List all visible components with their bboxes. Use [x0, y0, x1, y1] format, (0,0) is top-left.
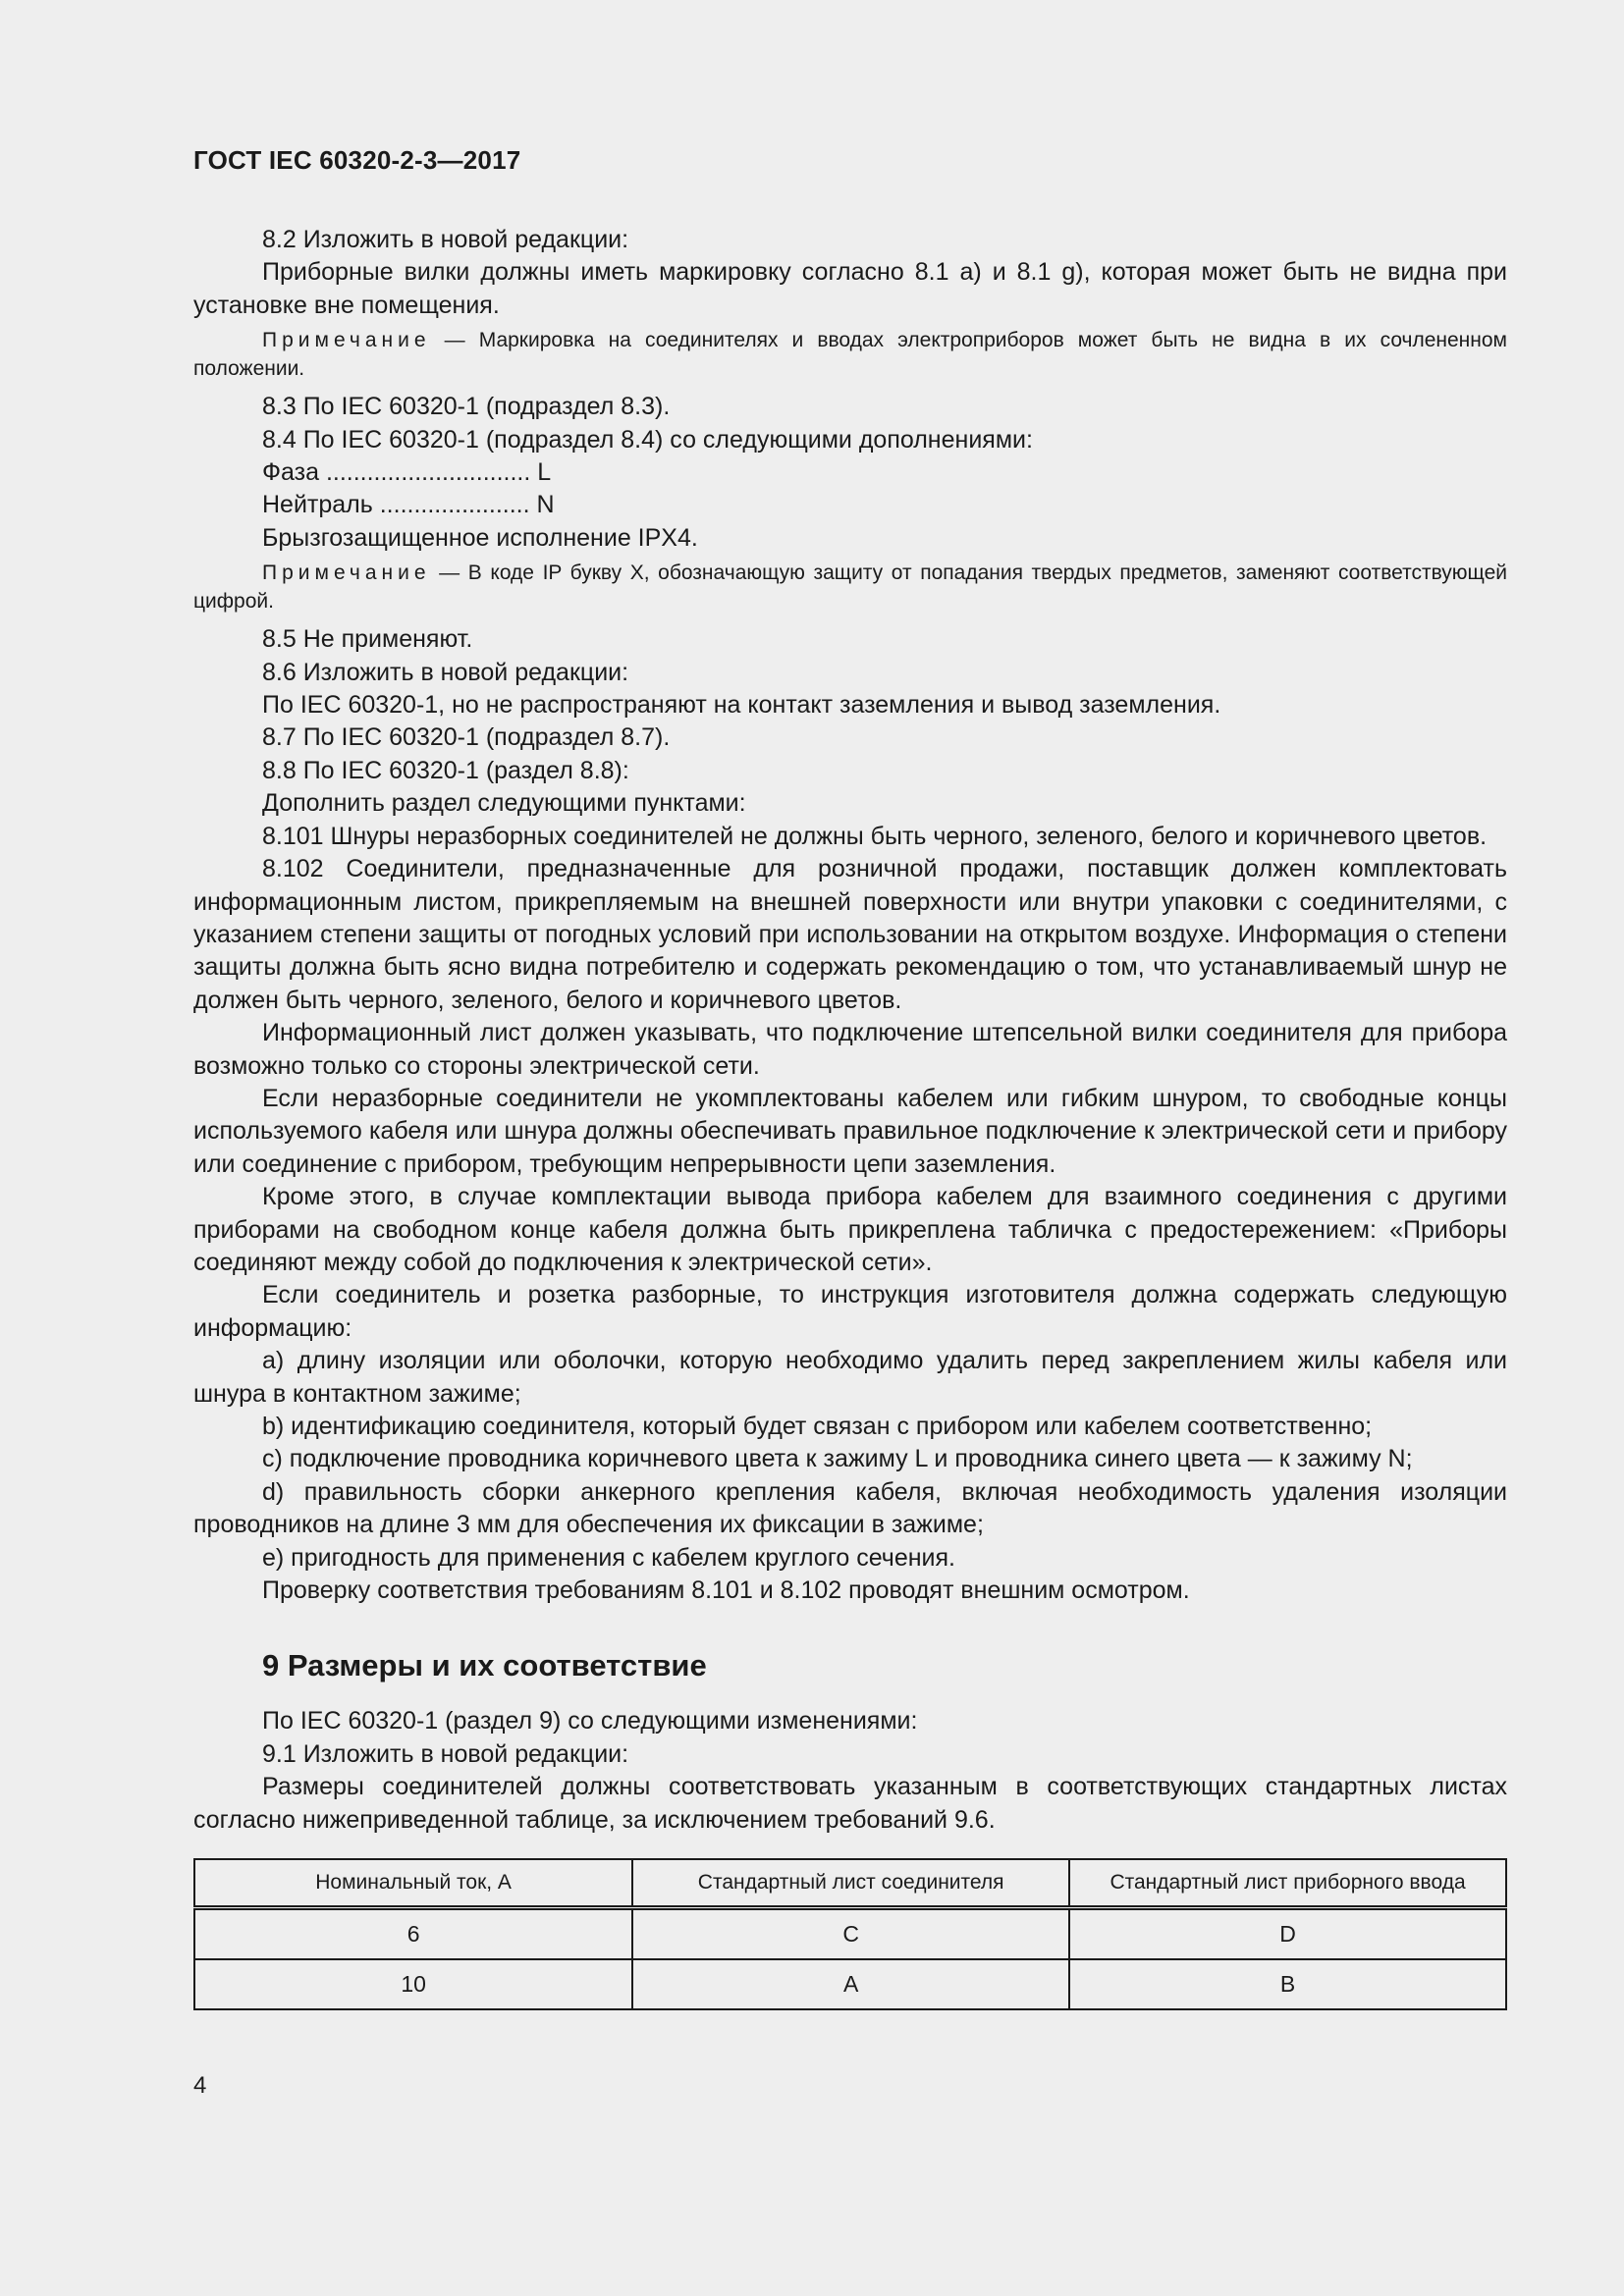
page-number: 4: [193, 2072, 207, 2099]
section-heading: 9 Размеры и их соответствие: [262, 1648, 707, 1683]
note-text: — В коде IP букву X, обозначающую защиту от попадания твердых предметов, заменяют соответствующей цифрой.: [193, 561, 1507, 614]
note-text: — Маркировка на соединителях и вводах электроприборов может быть не видна в их сочлененном положении.: [193, 329, 1507, 381]
dimensions-table: [193, 1858, 1507, 2010]
list-item: a) длину изоляции или оболочки, которую необходимо удалить перед закреплением жилы кабеля или шнура в контактном зажиме;: [193, 1347, 1507, 1408]
list-item: d) правильность сборки анкерного крепления кабеля, включая необходимость удаления изоляции проводников на длине 3 мм для обеспечения их фиксации в зажиме;: [193, 1477, 1507, 1539]
list-item: e) пригодность для применения с кабелем круглого сечения.: [262, 1543, 955, 1572]
table-header-cell: Стандартный лист соединителя: [632, 1859, 1069, 1908]
paragraph: 8.101 Шнуры неразборных соединителей не должны быть черного, зеленого, белого и коричневого цветов.: [262, 822, 1488, 850]
paragraph: 8.2 Изложить в новой редакции:: [262, 226, 629, 253]
paragraph: Дополнить раздел следующими пунктами:: [262, 789, 746, 818]
paragraph: Проверку соответствия требованиям 8.101 и 8.102 проводят внешним осмотром.: [262, 1576, 1190, 1605]
list-item: b) идентификацию соединителя, который будет связан с прибором или кабелем соответственно;: [262, 1413, 1373, 1440]
paragraph: 8.4 По IEC 60320-1 (подраздел 8.4) со следующими дополнениями:: [262, 425, 1033, 454]
paragraph: По IEC 60320-1 (раздел 9) со следующими изменениями:: [262, 1707, 918, 1735]
paragraph: Размеры соединителей должны соответствовать указанным в соответствующих стандартных листах согласно нижеприведенной таблице, за исключением требований 9.6.: [193, 1773, 1507, 1834]
table-cell: B: [1069, 1959, 1506, 2009]
paragraph: Фаза .............................. L: [262, 458, 552, 487]
table-header-cell: Номинальный ток, A: [194, 1859, 632, 1908]
paragraph: 8.7 По IEC 60320-1 (подраздел 8.7).: [262, 723, 671, 752]
paragraph: Информационный лист должен указывать, что подключение штепсельной вилки соединителя для прибора возможно только со стороны электрической сети.: [193, 1019, 1507, 1080]
document-header: ГОСТ IEC 60320-2-3—2017: [193, 145, 521, 175]
list-item: c) подключение проводника коричневого цвета к зажиму L и проводника синего цвета — к зажиму N;: [262, 1445, 1413, 1473]
paragraph: По IEC 60320-1, но не распространяют на контакт заземления и вывод заземления.: [262, 691, 1221, 720]
table-cell: 6: [194, 1908, 632, 1960]
paragraph: 9.1 Изложить в новой редакции:: [262, 1739, 629, 1768]
paragraph: Нейтраль ...................... N: [262, 491, 555, 519]
table-row: [194, 1959, 1506, 2009]
paragraph: 8.6 Изложить в новой редакции:: [262, 658, 629, 686]
table-cell: D: [1069, 1908, 1506, 1960]
note-label: Примечание: [262, 329, 431, 352]
note: [193, 559, 1507, 615]
paragraph: 8.8 По IEC 60320-1 (раздел 8.8):: [262, 756, 629, 784]
paragraph: Кроме этого, в случае комплектации вывода прибора кабелем для взаимного соединения с другими приборами на свободном конце кабеля должна быть прикреплена табличка с предостережением: «Приборы соединяют между собой до подключения к электрической сети».: [193, 1183, 1507, 1276]
document-body: [193, 224, 1507, 2010]
table-row: [194, 1908, 1506, 1960]
paragraph: Если неразборные соединители не укомплектованы кабелем или гибким шнуром, то свободные концы используемого кабеля или шнура должны обеспечивать правильное подключение к электрической сети и прибору или соединение с прибором, требующим непрерывности цепи заземления.: [193, 1084, 1507, 1178]
paragraph: Если соединитель и розетка разборные, то инструкция изготовителя должна содержать следующую информацию:: [193, 1281, 1507, 1342]
table-cell: A: [632, 1959, 1069, 2009]
note: [193, 326, 1507, 383]
note-label: Примечание: [262, 561, 431, 585]
table-cell: 10: [194, 1959, 632, 2009]
paragraph: Приборные вилки должны иметь маркировку согласно 8.1 a) и 8.1 g), которая может быть не видна при установке вне помещения.: [193, 258, 1507, 319]
paragraph: 8.3 По IEC 60320-1 (подраздел 8.3).: [262, 393, 671, 421]
paragraph: 8.102 Соединители, предназначенные для розничной продажи, поставщик должен комплектовать информационным листом, прикрепляемым на внешней поверхности или внутри упаковки с соединителями, с указанием степени защиты от погодных условий при использовании на открытом воздухе. Информация о степени защиты должна быть ясно видна потребителю и содержать рекомендацию о том, что устанавливаемый шнур не должен быть черного, зеленого, белого и коричневого цветов.: [193, 855, 1507, 1014]
table-header-row: [194, 1859, 1506, 1908]
paragraph: Брызгозащищенное исполнение IPX4.: [262, 523, 698, 552]
table-header-cell: Стандартный лист приборного ввода: [1069, 1859, 1506, 1908]
table-cell: C: [632, 1908, 1069, 1960]
paragraph: 8.5 Не применяют.: [262, 625, 473, 654]
